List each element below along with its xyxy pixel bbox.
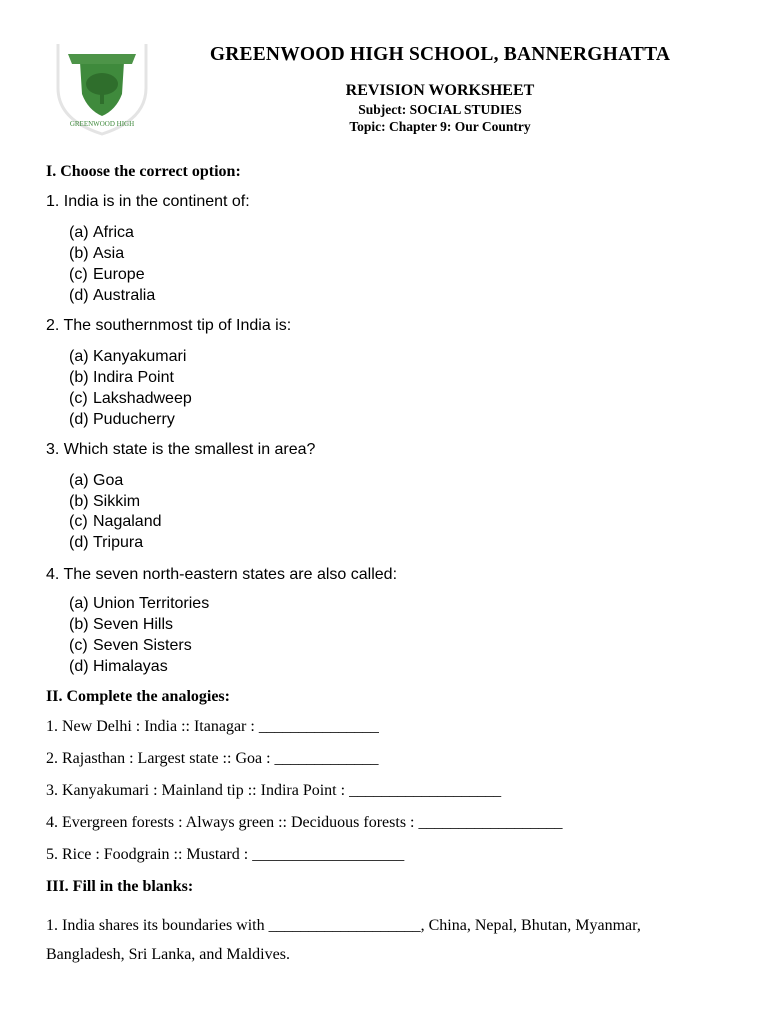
question-3: 3. Which state is the smallest in area? [46,441,316,458]
section-1-heading: I. Choose the correct option: [46,163,241,180]
option: (c) Nagaland [69,513,162,530]
analogy-item: 5. Rice : Foodgrain :: Mustard : ___________________ [46,846,405,863]
question-1: 1. India is in the continent of: [46,193,250,210]
option: (d) Australia [69,287,156,304]
section-3-heading: III. Fill in the blanks: [46,878,194,895]
worksheet-title: REVISION WORKSHEET [345,82,535,99]
analogy-item: 3. Kanyakumari : Mainland tip :: Indira Point : ___________________ [46,782,502,799]
analogy-item: 2. Rajasthan : Largest state :: Goa : _____________ [46,750,379,767]
analogy-item: 4. Evergreen forests : Always green :: Deciduous forests : __________________ [46,814,563,831]
fill-blank-line-1: 1. India shares its boundaries with ___________________, China, Nepal, Bhutan, Myanmar, [46,917,641,934]
option: (c) Europe [69,266,145,283]
option: (b) Indira Point [69,369,174,386]
option: (a) Union Territories [69,595,210,612]
option: (a) Kanyakumari [69,348,187,365]
question-2: 2. The southernmost tip of India is: [46,317,292,334]
option: (d) Puducherry [69,411,175,428]
option: (b) Sikkim [69,493,141,510]
section-2-heading: II. Complete the analogies: [46,688,230,705]
option: (b) Seven Hills [69,616,174,633]
option: (a) Goa [69,472,124,489]
school-name: GREENWOOD HIGH SCHOOL, BANNERGHATTA [209,44,671,65]
option: (c) Lakshadweep [69,390,192,407]
option: (a) Africa [69,224,134,241]
school-logo [50,40,154,138]
option: (d) Tripura [69,534,144,551]
worksheet-subject: Subject: SOCIAL STUDIES [358,102,522,117]
option: (c) Seven Sisters [69,637,192,654]
question-4: 4. The seven north-eastern states are also called: [46,566,398,583]
fill-blank-line-2: Bangladesh, Sri Lanka, and Maldives. [46,946,290,963]
worksheet-topic: Topic: Chapter 9: Our Country [349,119,531,134]
logo-text: GREENWOOD HIGH [69,120,135,128]
analogy-item: 1. New Delhi : India :: Itanagar : _______________ [46,718,379,735]
option: (b) Asia [69,245,125,262]
option: (d) Himalayas [69,658,168,675]
